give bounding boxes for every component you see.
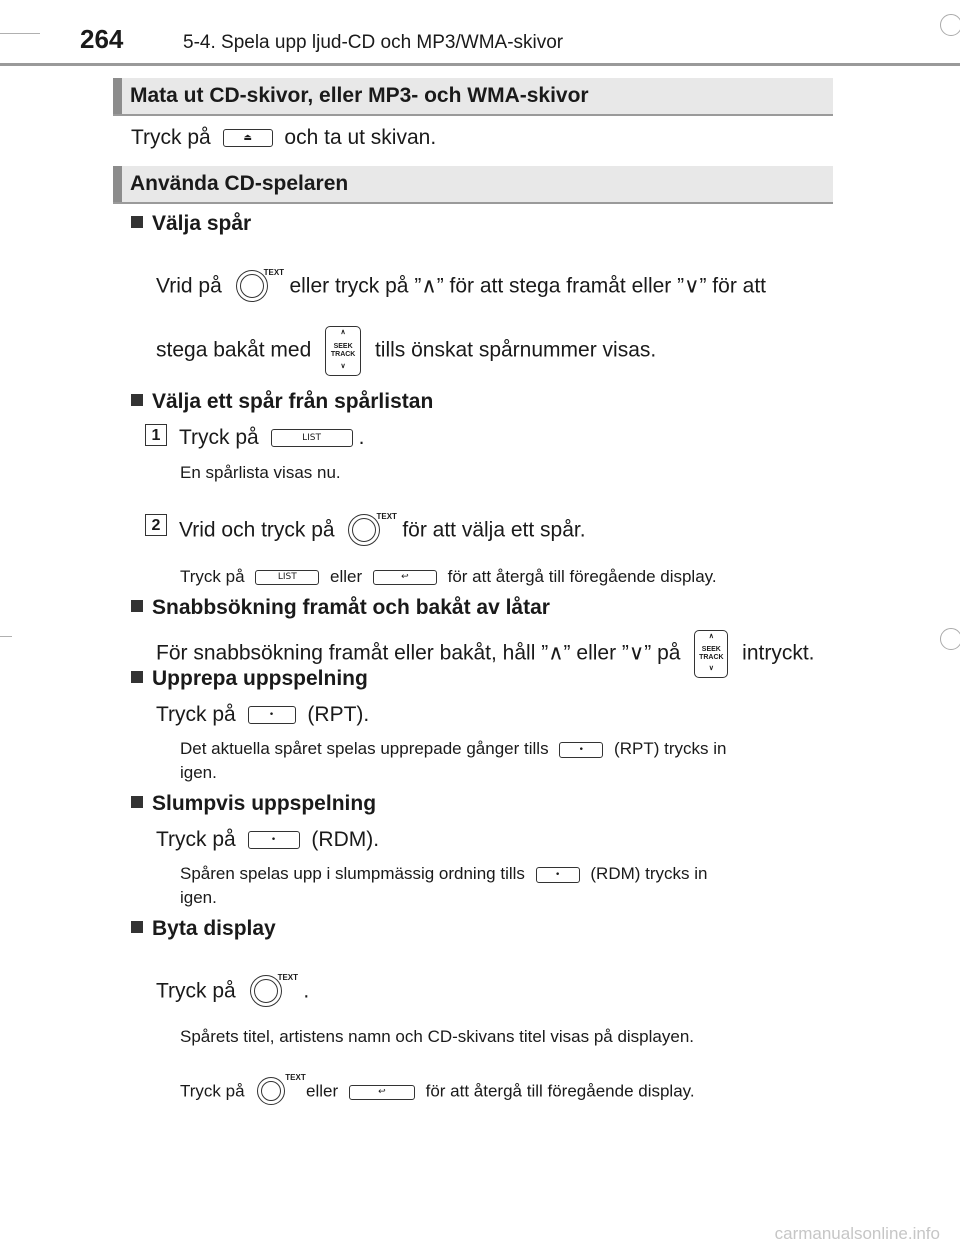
subheading-select-track: Välja spår: [131, 212, 251, 236]
track-list-step-1: Tryck på LIST .: [179, 426, 365, 449]
subheading-track-list: Välja ett spår från spårlistan: [131, 390, 433, 414]
rpt-button-icon: •: [559, 742, 603, 758]
watermark: carmanualsonline.info: [774, 1224, 940, 1243]
section-header-eject: [113, 78, 833, 116]
seek-track-button-icon: ∧ SEEK TRACK ∨: [325, 326, 361, 376]
list-button-icon: LIST: [255, 570, 319, 585]
crop-mark: [0, 33, 40, 34]
subheading-repeat: Upprepa uppspelning: [131, 667, 368, 691]
text-knob-icon: TEXT: [236, 270, 270, 304]
track-list-step-2: Vrid och tryck på TEXT för att välja ett spår.: [179, 514, 586, 548]
crop-mark: [0, 636, 12, 637]
eject-instruction: Tryck på ⏏ och ta ut skivan.: [131, 126, 437, 149]
text-knob-icon: TEXT: [257, 1077, 287, 1107]
back-button-icon: ↩: [349, 1085, 415, 1100]
select-track-line-2: stega bakåt med ∧ SEEK TRACK ∨ tills önskat spårnummer visas.: [156, 326, 656, 376]
display-note-2: Tryck på TEXT eller ↩ för att återgå till föregående display.: [180, 1077, 695, 1107]
seek-track-button-icon: ∧ SEEK TRACK ∨: [694, 630, 728, 678]
repeat-note: Det aktuella spåret spelas upprepade gånger tills • (RPT) trycks in: [180, 739, 727, 758]
random-note: Spåren spelas upp i slumpmässig ordning tills • (RDM) trycks in: [180, 864, 708, 883]
repeat-note-cont: igen.: [180, 763, 217, 782]
display-line: Tryck på TEXT .: [156, 975, 309, 1009]
display-note-1: Spårets titel, artistens namn och CD-skivans titel visas på displayen.: [180, 1027, 695, 1046]
section-title: Mata ut CD-skivor, eller MP3- och WMA-skivor: [130, 84, 589, 107]
track-list-note: Tryck på LIST eller ↩ för att återgå till föregående display.: [180, 567, 717, 586]
subheading-display: Byta display: [131, 917, 276, 941]
subheading-fast-search: Snabbsökning framåt och bakåt av låtar: [131, 596, 550, 620]
step-number: 1: [145, 424, 167, 446]
track-list-step-1-note: En spårlista visas nu.: [180, 463, 341, 482]
fast-search-line: För snabbsökning framåt eller bakåt, håll ”∧” eller ”∨” på ∧ SEEK TRACK ∨ intryckt.: [156, 630, 815, 678]
header-rule: [0, 63, 960, 66]
text-knob-icon: TEXT: [250, 975, 284, 1009]
square-bullet-icon: [131, 671, 143, 683]
subheading-random: Slumpvis uppspelning: [131, 792, 376, 816]
repeat-line: Tryck på • (RPT).: [156, 703, 370, 726]
list-button-icon: LIST: [271, 429, 353, 447]
rdm-button-icon: •: [248, 831, 300, 849]
random-line: Tryck på • (RDM).: [156, 828, 380, 851]
section-title: Använda CD-spelaren: [130, 172, 349, 195]
eject-button-icon: ⏏: [223, 129, 273, 147]
square-bullet-icon: [131, 394, 143, 406]
square-bullet-icon: [131, 796, 143, 808]
chapter-title: 5-4. Spela upp ljud-CD och MP3/WMA-skivor: [183, 32, 564, 53]
square-bullet-icon: [131, 216, 143, 228]
square-bullet-icon: [131, 921, 143, 933]
text-knob-icon: TEXT: [348, 514, 382, 548]
square-bullet-icon: [131, 600, 143, 612]
select-track-line-1: Vrid på TEXT eller tryck på ”∧” för att stega framåt eller ”∨” för att: [156, 270, 766, 304]
step-number: 2: [145, 514, 167, 536]
back-button-icon: ↩: [373, 570, 437, 585]
rpt-button-icon: •: [248, 706, 296, 724]
page-number: 264: [80, 24, 124, 54]
rdm-button-icon: •: [536, 867, 580, 883]
registration-mark-icon: [940, 14, 960, 36]
random-note-cont: igen.: [180, 888, 217, 907]
section-header-player: [113, 166, 833, 204]
registration-mark-icon: [940, 628, 960, 650]
